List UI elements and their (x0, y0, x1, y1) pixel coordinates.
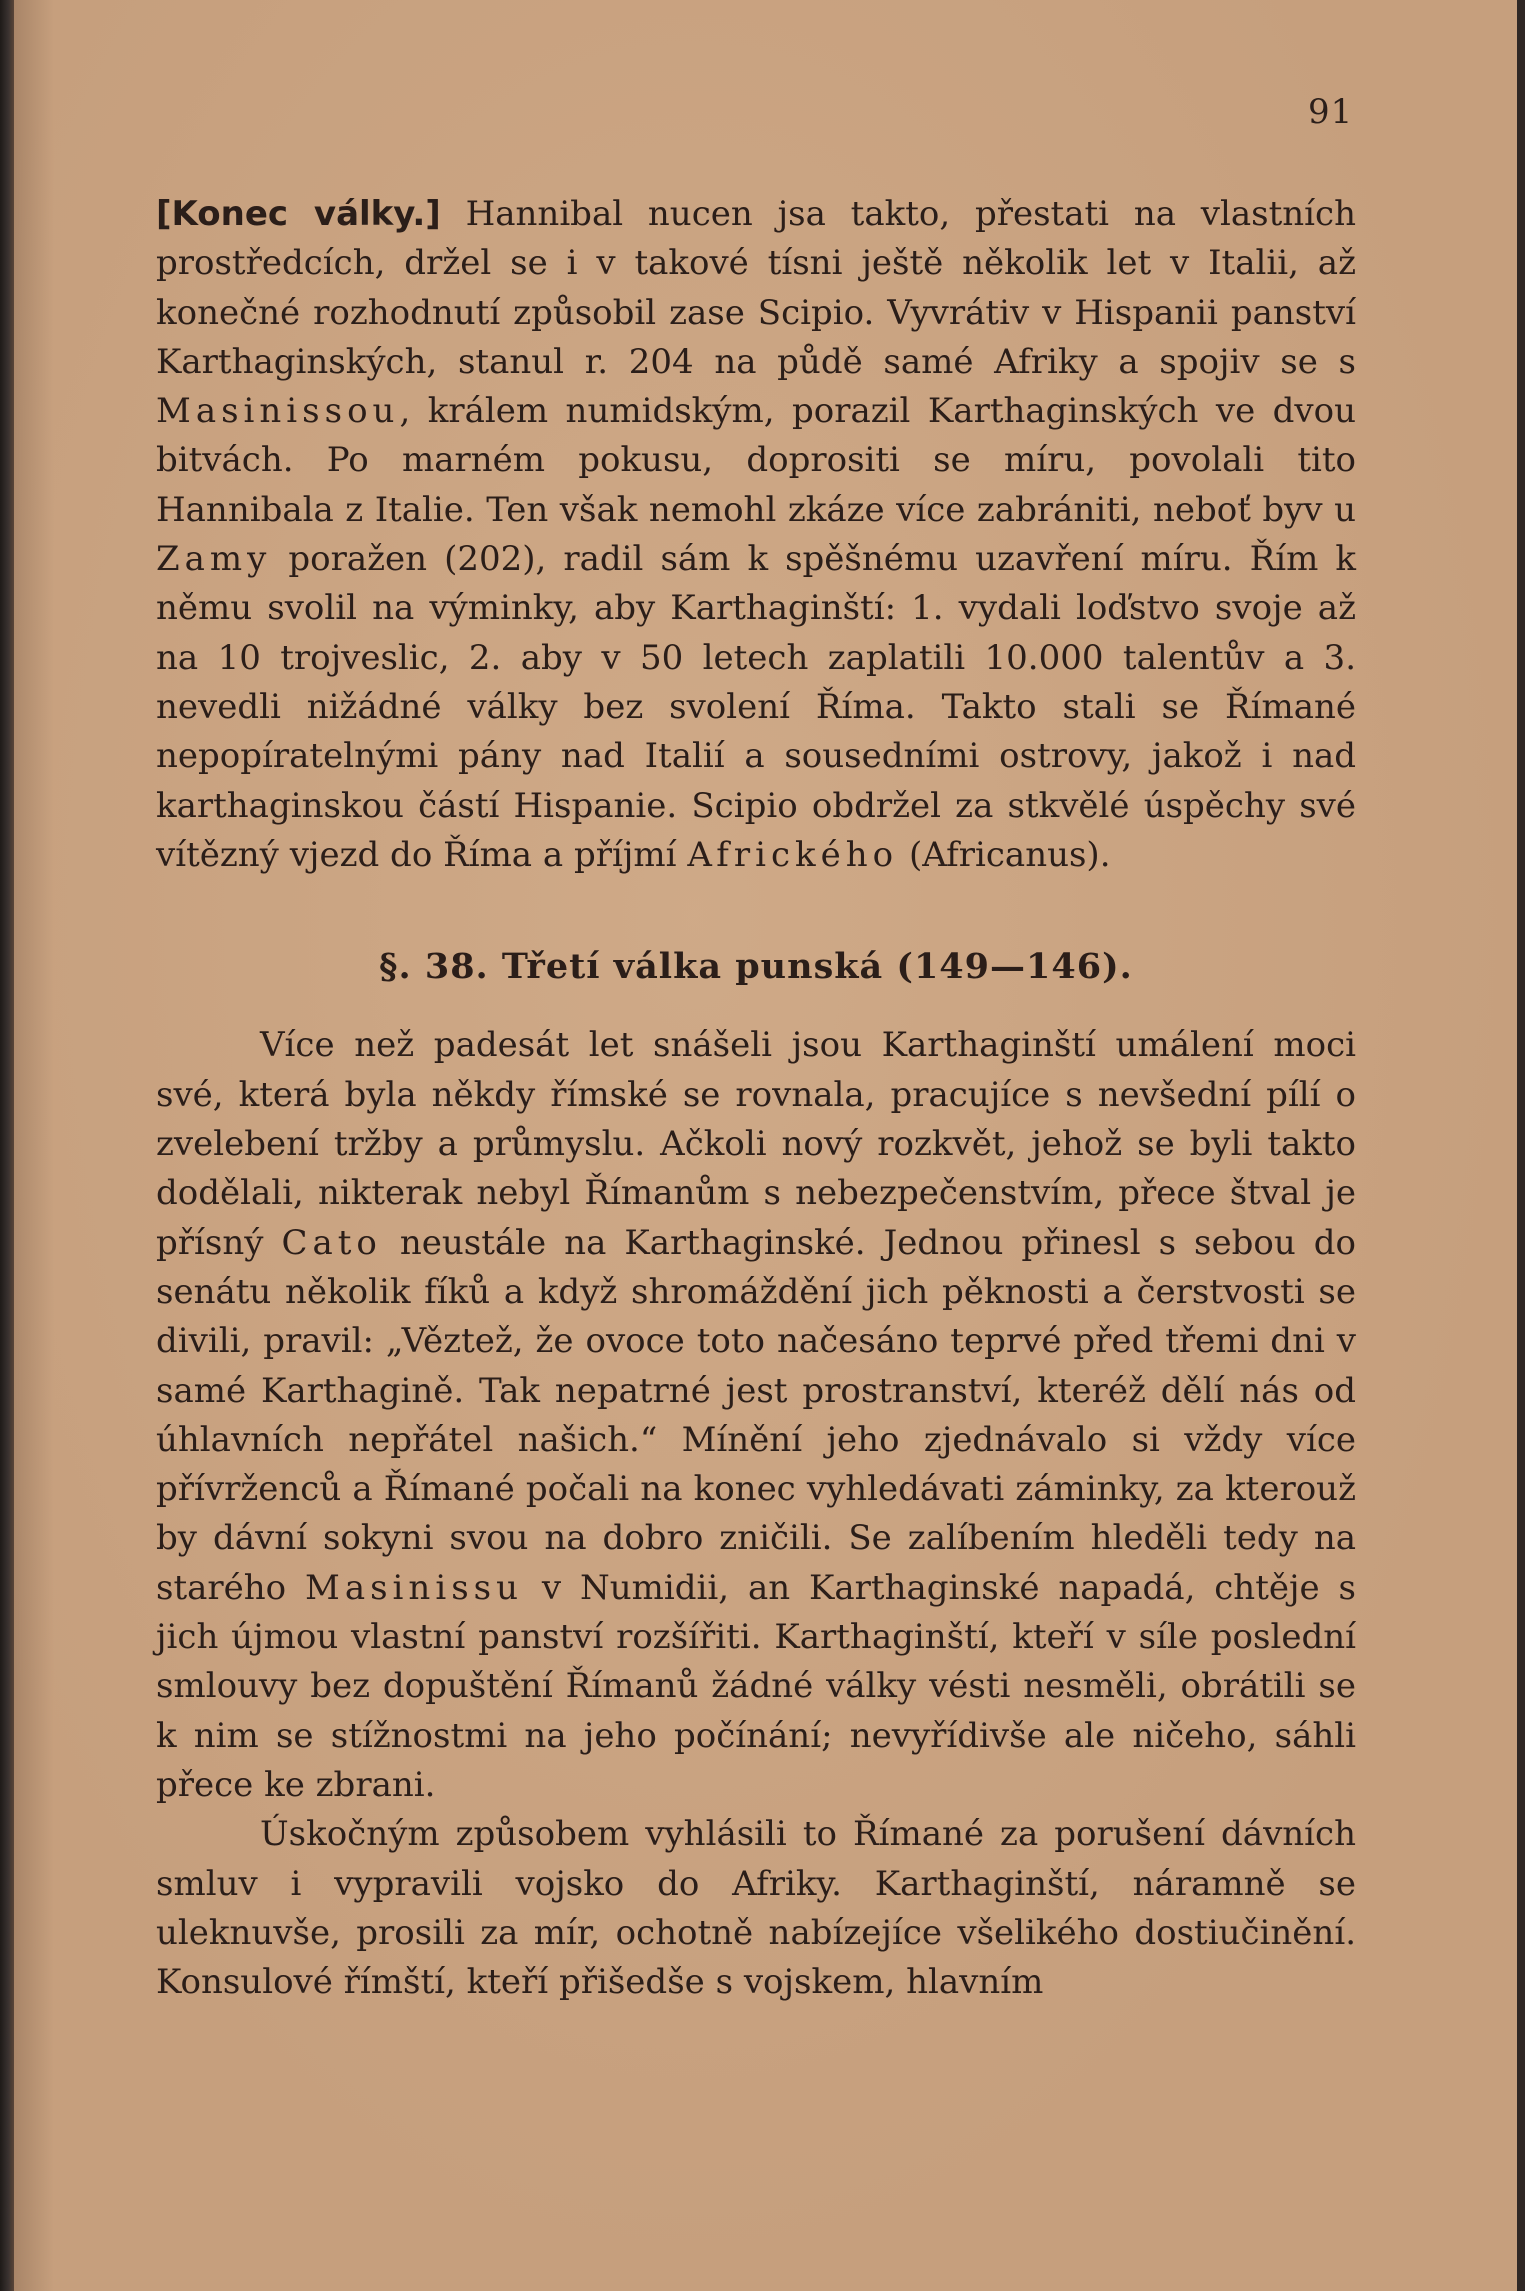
page-edge (1517, 0, 1525, 2291)
spaced-name-zamy: Zamy (156, 539, 272, 580)
spaced-name-masinissu: Masinissu (305, 1567, 523, 1608)
spaced-name-africkeho: Afrického (687, 834, 899, 875)
paragraph-end-of-war (156, 190, 1356, 880)
side-heading-konec-valky: [Konec války.] (156, 194, 441, 234)
paragraph-cato (156, 1021, 1356, 1810)
section-heading: §. 38. Třetí válka punská (149—146). (379, 946, 1133, 988)
book-spine-shadow (0, 0, 14, 2291)
text-run: neustále na Karthaginské. Jednou přinesl s sebou do senátu několik fíků a když shromáždění jich pěknosti a čerstvosti se divili, pravil: „Věztež, že ovoce toto načesáno teprvé před třemi dni v samé Karthagině. Tak nepatrné jest prostranství, kteréž dělí nás od úhlavních nepřátel našich.“ Mínění jeho zjednávalo si vždy více přívrženců a Římané počali na konec vyhledávati záminky, za kterouž by dávní sokyni svou na dobro zničili. Se zalíbením hleděli tedy na starého (156, 1222, 1356, 1608)
spaced-name-masinissou: Masinissou (156, 391, 400, 432)
text-run: Úskočným způsobem vyhlásili to Římané za porušení dávních smluv i vypravili vojsko do Afriky. Karthaginští, náramně se uleknuvše, prosili za mír, ochotně nabízejíce všelikého dostiučinění. Konsulové římští, kteří přišedše s vojskem, hlavním (156, 1814, 1356, 2003)
paragraph-war-declared (156, 1810, 1356, 2007)
text-run: (Africanus). (898, 834, 1111, 875)
text-run: Hannibal nucen jsa takto, přestati na vlastních prostředcích, držel se i v takové tísni ještě několik let v Italii, až konečné rozhodnutí způsobil zase Scipio. Vyvrátiv v Hispanii panství Karthaginských, stanul r. 204 na půdě samé Afriky a spojiv se s (156, 194, 1356, 382)
text-run: poražen (202), radil sám k spěšnému uzavření míru. Řím k němu svolil na výminky, aby Karthaginští: 1. vydali loďstvo svoje až na 10 trojveslic, 2. aby v 50 letech zaplatili 10.000 talentův a 3. nevedli nižádné války bez svolení Říma. Takto stali se Římané nepopíratelnými pány nad Italií a sousedními ostrovy, jakož i nad karthaginskou částí Hispanie. Scipio obdržel za stkvělé úspěchy své vítězný vjezd do Říma a příjmí (156, 539, 1356, 875)
text-run: , králem numidským, porazil Karthaginských ve dvou bitvách. Po marném pokusu, doprositi se míru, povolali tito Hannibala z Italie. Ten však nemohl zkáze více zabrániti, neboť byv u (156, 391, 1356, 530)
spaced-name-cato: Cato (281, 1222, 382, 1263)
page-number: 91 (1308, 92, 1354, 132)
text-run: v Numidii, an Karthaginské napadá, chtěje s jich újmou vlastní panství rozšířiti. Karthaginští, kteří v síle poslední smlouvy bez dopuštění Římanů žádné války vésti nesměli, obrátili se k nim se stížnostmi na jeho počínání; nevyřídivše ale ničeho, sáhli přece ke zbrani. (156, 1567, 1356, 1805)
page-body (156, 190, 1356, 2007)
text-run: Více než padesát let snášeli jsou Karthaginští umálení moci své, která byla někdy římské se rovnala, pracujíce s nevšední pílí o zvelebení tržby a průmyslu. Ačkoli nový rozkvět, jehož se byli takto dodělali, nikterak nebyl Římanům s nebezpečenstvím, přece štval je přísný (156, 1025, 1356, 1263)
